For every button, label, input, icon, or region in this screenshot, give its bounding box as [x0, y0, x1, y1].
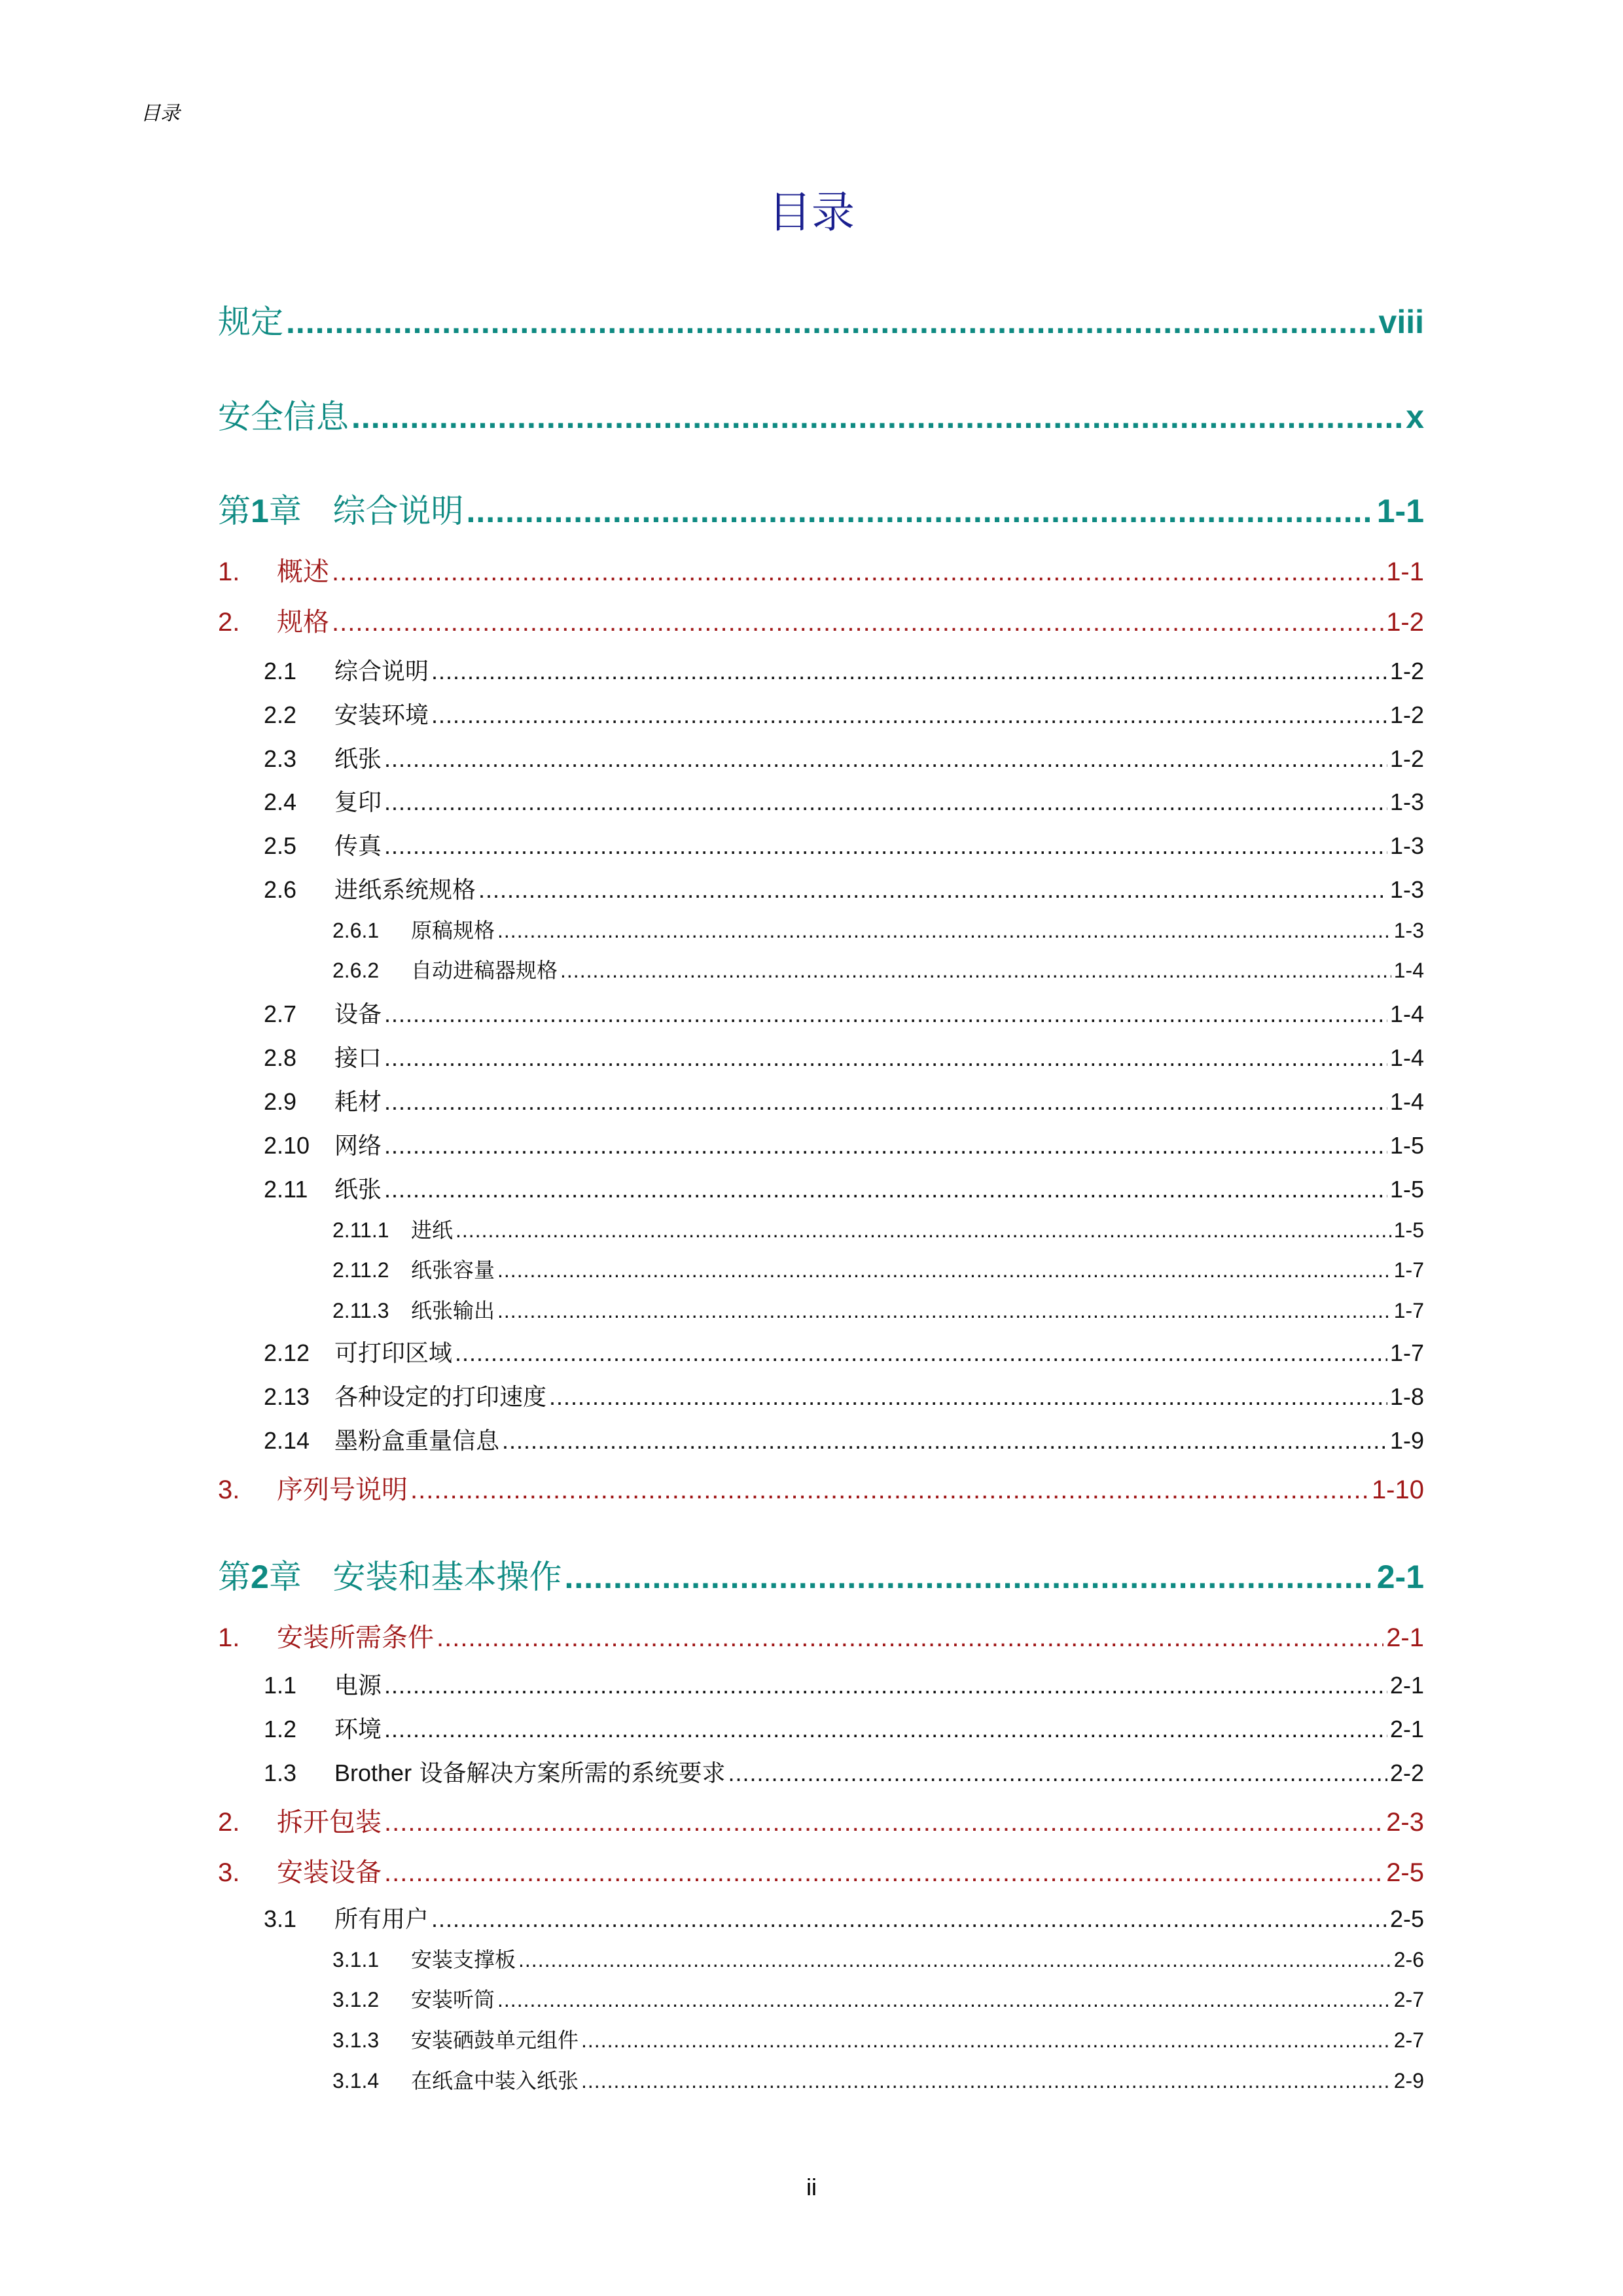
toc-entry[interactable]: [218, 1469, 1424, 1503]
toc-entry-label: 纸张容量: [411, 1258, 495, 1281]
toc-entry-number: 3.1.4: [332, 2069, 380, 2092]
dot-leader: [286, 303, 1376, 338]
dot-leader: [497, 919, 1391, 942]
toc-entry-number: 1.1: [264, 1672, 297, 1699]
toc-entry-number: 2.6: [264, 876, 297, 903]
toc-entry-title: [334, 784, 382, 815]
toc-entry-title: [411, 954, 558, 981]
toc-entry-number: 2.7: [264, 1000, 297, 1027]
toc-entry[interactable]: [264, 741, 1424, 772]
toc-entry-label: 复印: [334, 789, 382, 815]
toc-entry-label: 网络: [334, 1133, 382, 1159]
toc-entry[interactable]: [332, 1214, 1424, 1241]
toc-entry-label: 接口: [334, 1045, 382, 1071]
toc-page-number: 1-2: [1389, 745, 1424, 772]
toc-page-number: 2-7: [1393, 1988, 1424, 2011]
chapter-prefix: 第: [218, 492, 251, 527]
toc-page-number: 2-7: [1393, 2028, 1424, 2051]
chapter-prefix: 第: [218, 1558, 251, 1593]
dot-leader: [384, 1000, 1387, 1027]
toc-entry-title: [277, 1801, 382, 1835]
dot-leader: [549, 1383, 1387, 1410]
dot-leader: [518, 1948, 1391, 1971]
toc-page-number: 1-2: [1389, 701, 1424, 728]
toc-entry[interactable]: [332, 1294, 1424, 1322]
dot-leader: [437, 1623, 1383, 1651]
toc-page-number: 2-1: [1376, 1559, 1424, 1593]
toc-chapter-entry[interactable]: [218, 296, 1424, 338]
chapter-number: 2: [251, 1559, 269, 1593]
toc-entry-number: 2.3: [264, 745, 297, 772]
toc-page-number: 1-3: [1393, 919, 1424, 942]
toc-entry-number: 2.11.2: [332, 1258, 389, 1281]
toc-entry-label: 进纸: [411, 1218, 454, 1241]
toc-entry[interactable]: [264, 1335, 1424, 1366]
dot-leader: [560, 959, 1391, 981]
dot-leader: [431, 658, 1387, 684]
toc-page-number: 1-9: [1389, 1427, 1424, 1454]
toc-entry-title: [334, 1040, 382, 1071]
toc-page-number: 2-2: [1389, 1759, 1424, 1786]
toc-entry-label: 在纸盒中装入纸张: [411, 2068, 579, 2092]
toc-page-number: 2-1: [1389, 1672, 1424, 1699]
toc-entry-title: [334, 1755, 726, 1786]
dot-leader: [565, 1558, 1374, 1593]
toc-entry-number: 3.1.2: [332, 1988, 380, 2011]
toc-entry-label: 自动进稿器规格: [411, 958, 558, 981]
toc-entry-title: [334, 653, 429, 684]
toc-page-number: 1-5: [1389, 1176, 1424, 1203]
toc-entry-label: 纸张: [334, 746, 382, 772]
brand-name: Brother: [334, 1759, 412, 1786]
toc-entry-title: [334, 1379, 546, 1410]
toc-entry-number: 3.: [218, 1475, 240, 1503]
toc-entry-number: 2.14: [264, 1427, 310, 1454]
toc-entry-title: [334, 1335, 452, 1366]
dot-leader: [384, 745, 1387, 772]
toc-entry-title: [411, 1983, 495, 2011]
toc-entry-number: 2.6.1: [332, 919, 380, 942]
toc-entry-label: 安装设备: [277, 1858, 382, 1886]
toc-page-number: 1-3: [1389, 832, 1424, 859]
toc-entry-label: 原稿规格: [411, 918, 495, 942]
toc-entry-number: 2.9: [264, 1088, 297, 1115]
toc-entry-label: 所有用户: [334, 1906, 429, 1932]
toc-entry-number: 2.1: [264, 658, 297, 684]
toc-entry-label: 安装硒鼓单元组件: [411, 2028, 579, 2051]
toc-entry-label: 纸张输出: [411, 1298, 495, 1322]
toc-entry[interactable]: [264, 1711, 1424, 1742]
dot-leader: [332, 557, 1383, 585]
dot-leader: [384, 1176, 1387, 1203]
toc-entry[interactable]: [264, 653, 1424, 684]
toc-entry-label: 安装所需条件: [277, 1623, 434, 1651]
toc-entry-label: 耗材: [334, 1089, 382, 1115]
toc-entry-label: 安装环境: [334, 702, 429, 728]
dot-leader: [497, 1988, 1391, 2011]
toc-entry-title: [411, 2024, 579, 2051]
toc-entry-label: 设备解决方案所需的系统要求: [412, 1760, 726, 1786]
toc-page-number: 1-4: [1389, 1088, 1424, 1115]
toc-entry-title: [334, 1711, 382, 1742]
toc-page-number: 2-5: [1389, 1905, 1424, 1932]
toc-entry[interactable]: [264, 828, 1424, 859]
toc-page-number: 1-2: [1389, 658, 1424, 684]
toc-page-number: 1-4: [1393, 959, 1424, 981]
toc-page-number: 1-4: [1389, 1000, 1424, 1027]
toc-entry-title: [334, 1901, 429, 1932]
toc-page-number: 1-2: [1386, 608, 1424, 635]
toc-entry-label: 电源: [334, 1672, 382, 1699]
toc-page-number: x: [1406, 398, 1424, 433]
toc-entry[interactable]: [264, 1127, 1424, 1159]
toc-entry-title: [411, 2064, 579, 2092]
toc-entry-number: 3.1: [264, 1905, 297, 1932]
toc-page-number: 1-3: [1389, 788, 1424, 815]
dot-leader: [502, 1427, 1387, 1454]
toc-entry[interactable]: [332, 1254, 1424, 1281]
toc-entry-number: 3.1.3: [332, 2028, 380, 2051]
toc-entry-title: [411, 1943, 516, 1971]
toc-entry-label: 设备: [334, 1001, 382, 1027]
dot-leader: [384, 788, 1387, 815]
dot-leader: [455, 1339, 1387, 1366]
toc-page-number: 1-1: [1376, 493, 1424, 527]
dot-leader: [581, 2069, 1391, 2092]
running-header: 目录: [141, 103, 180, 124]
dot-leader: [478, 876, 1387, 903]
toc-entry-number: 2.10: [264, 1132, 310, 1159]
toc-entry-number: 2.: [218, 608, 240, 635]
toc-page-number: 1-8: [1389, 1383, 1424, 1410]
toc-entry-title: [218, 391, 349, 433]
toc-entry-title: [218, 485, 464, 527]
toc-entry[interactable]: [218, 551, 1424, 585]
toc-entry-title: [334, 1422, 499, 1454]
toc-entry[interactable]: [218, 601, 1424, 635]
toc-entry-label: 安全信息: [218, 398, 349, 433]
toc-entry-title: [218, 1551, 562, 1593]
toc-entry[interactable]: [264, 1379, 1424, 1410]
toc-page-number: 1-4: [1389, 1044, 1424, 1071]
toc-page-number: 2-1: [1389, 1716, 1424, 1742]
toc-entry[interactable]: [332, 2064, 1424, 2092]
dot-leader: [384, 1716, 1387, 1742]
toc-entry-number: 3.: [218, 1858, 240, 1886]
dot-leader: [351, 398, 1403, 433]
toc-entry-title: [334, 1171, 382, 1203]
toc-entry-title: [334, 828, 382, 859]
toc-entry[interactable]: [218, 1801, 1424, 1835]
toc-entry[interactable]: [264, 1084, 1424, 1115]
dot-leader: [728, 1759, 1387, 1786]
dot-leader: [455, 1218, 1391, 1241]
toc-entry[interactable]: [332, 1983, 1424, 2011]
dot-leader: [581, 2028, 1391, 2051]
dot-leader: [497, 1299, 1391, 1322]
toc-entry-number: 2.6.2: [332, 959, 380, 981]
toc-entry[interactable]: [218, 1617, 1424, 1651]
toc-entry-label: 纸张: [334, 1176, 382, 1203]
dot-leader: [410, 1475, 1369, 1503]
toc-entry-title: [334, 1084, 382, 1115]
toc-entry-title: [411, 1214, 453, 1241]
dot-leader: [431, 701, 1387, 728]
toc-entry-number: 2.: [218, 1808, 240, 1835]
toc-entry-label: 综合说明: [334, 658, 429, 684]
chapter-number: 1: [251, 493, 269, 527]
toc-page-number: 2-3: [1386, 1808, 1424, 1835]
toc-entry-title: [334, 1667, 382, 1699]
toc-entry-number: 2.2: [264, 701, 297, 728]
toc-page-number: 1-7: [1393, 1258, 1424, 1281]
toc-page-number: 2-5: [1386, 1858, 1424, 1886]
toc-page-number: viii: [1378, 304, 1424, 338]
toc-entry-number: 2.11.3: [332, 1299, 389, 1322]
toc-entry-label: 拆开包装: [277, 1807, 382, 1835]
toc-entry[interactable]: [264, 697, 1424, 728]
toc-entry[interactable]: [264, 1755, 1424, 1786]
toc-entry-label: 进纸系统规格: [334, 877, 476, 903]
toc-page-number: 1-10: [1371, 1475, 1424, 1503]
toc-page-number: 1-3: [1389, 876, 1424, 903]
toc-entry[interactable]: [332, 2024, 1424, 2051]
toc-entry-number: 1.2: [264, 1716, 297, 1742]
dot-leader: [384, 1858, 1383, 1886]
toc-entry[interactable]: [264, 872, 1424, 903]
toc-entry-title: [277, 1852, 382, 1886]
toc-entry[interactable]: [332, 914, 1424, 942]
toc-entry-title: [277, 551, 329, 585]
toc-entry-label: 规格: [277, 607, 329, 635]
dot-leader: [384, 1808, 1383, 1835]
toc-entry-title: [277, 1617, 434, 1651]
toc-page-number: 1-1: [1386, 557, 1424, 585]
toc-entry-label: 安装支撑板: [411, 1947, 516, 1971]
toc-entry-label: 章 安装和基本操作: [268, 1558, 562, 1593]
toc-entry-title: [411, 1294, 495, 1322]
dot-leader: [497, 1258, 1391, 1281]
toc-page-number: 1-5: [1393, 1218, 1424, 1241]
toc-entry[interactable]: [264, 1040, 1424, 1071]
dot-leader: [384, 1132, 1387, 1159]
toc-page-number: 2-6: [1393, 1948, 1424, 1971]
toc-entry[interactable]: [264, 1171, 1424, 1203]
toc-entry-number: 2.11: [264, 1176, 308, 1203]
dot-leader: [332, 608, 1383, 635]
toc-entry-label: 概述: [277, 557, 329, 585]
toc-entry-number: 1.: [218, 557, 240, 585]
toc-entry[interactable]: [218, 1852, 1424, 1886]
dot-leader: [431, 1905, 1387, 1932]
toc-entry-label: 传真: [334, 833, 382, 859]
page-number: ii: [806, 2174, 817, 2200]
toc-page-number: 1-7: [1389, 1339, 1424, 1366]
toc-chapter-entry[interactable]: [218, 1551, 1424, 1593]
toc-entry-number: 1.3: [264, 1759, 297, 1786]
page-title: 目录: [768, 187, 855, 238]
toc-entry[interactable]: [264, 1422, 1424, 1454]
toc-chapter-entry[interactable]: [218, 485, 1424, 527]
toc-entry[interactable]: [332, 954, 1424, 981]
toc-entry-title: [277, 1469, 408, 1503]
toc-entry-label: 规定: [218, 303, 283, 338]
toc-entry-title: [411, 1254, 495, 1281]
dot-leader: [384, 1088, 1387, 1115]
toc-entry-number: 1.: [218, 1623, 240, 1651]
dot-leader: [384, 1672, 1387, 1699]
toc-entry-number: 2.12: [264, 1339, 310, 1366]
toc-entry-label: 环境: [334, 1716, 382, 1742]
toc-entry-title: [334, 996, 382, 1027]
toc-entry[interactable]: [264, 996, 1424, 1027]
toc-entry-title: [277, 601, 329, 635]
toc-entry-label: 序列号说明: [277, 1475, 408, 1503]
toc-entry[interactable]: [264, 1667, 1424, 1699]
toc-entry-number: 2.4: [264, 788, 297, 815]
toc-entry-title: [218, 296, 283, 338]
toc-entry-title: [334, 1127, 382, 1159]
toc-entry-label: 安装听筒: [411, 1987, 495, 2011]
toc-entry-number: 3.1.1: [332, 1948, 380, 1971]
toc-entry-number: 2.13: [264, 1383, 310, 1410]
dot-leader: [384, 1044, 1387, 1071]
toc-page-number: 2-1: [1386, 1623, 1424, 1651]
toc-entry[interactable]: [264, 1901, 1424, 1932]
toc-entry-number: 2.8: [264, 1044, 297, 1071]
toc-entry-label: 各种设定的打印速度: [334, 1384, 547, 1410]
toc-entry-title: [334, 697, 429, 728]
toc-page-number: 1-5: [1389, 1132, 1424, 1159]
toc-chapter-entry[interactable]: [218, 391, 1424, 433]
toc-entry-label: 墨粉盒重量信息: [334, 1428, 500, 1454]
toc-entry[interactable]: [332, 1943, 1424, 1971]
toc-page-number: 2-9: [1393, 2069, 1424, 2092]
toc-entry-label: 章 综合说明: [268, 492, 464, 527]
toc-entry-label: 可打印区域: [334, 1340, 453, 1366]
toc-entry[interactable]: [264, 784, 1424, 815]
toc-entry-title: [334, 741, 382, 772]
toc-entry-title: [411, 914, 495, 942]
dot-leader: [467, 492, 1374, 527]
toc-entry-number: 2.11.1: [332, 1218, 389, 1241]
toc-entry-title: [334, 872, 476, 903]
dot-leader: [384, 832, 1387, 859]
toc-entry-number: 2.5: [264, 832, 297, 859]
toc-page-number: 1-7: [1393, 1299, 1424, 1322]
